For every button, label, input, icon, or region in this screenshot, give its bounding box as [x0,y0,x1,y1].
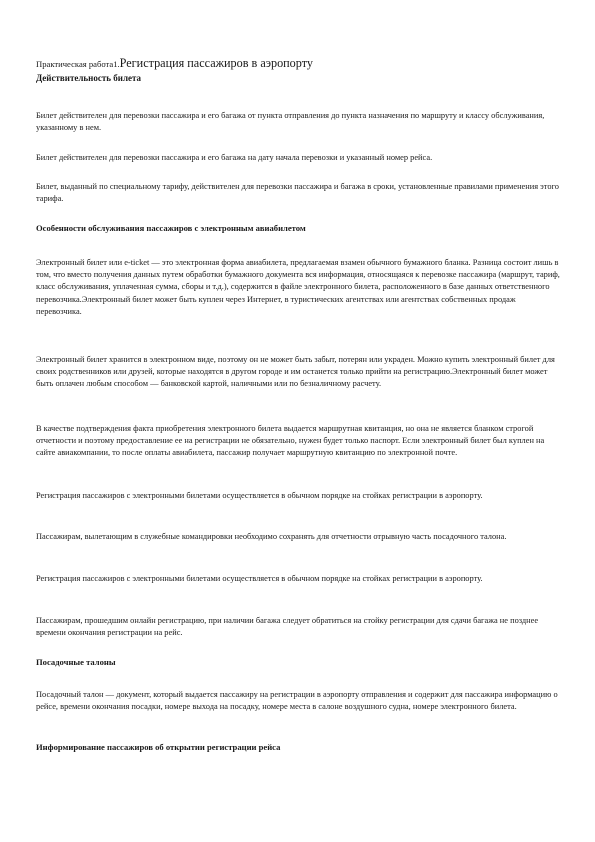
paragraph-validity-route: Билет действителен для перевозки пассажира и его багажа от пункта отправления до пункта назначения по маршруту и классу обслуживания, указанному в нем. [36,111,545,133]
paragraph-eticket-storage: Электронный билет хранится в электронном виде, поэтому он не может быть забыт, потерян или украден. Можно купить электронный билет для своих родственников или друзей, которые находятся в другом городе и им останется только прийти на регистрацию.Электронный билет может быть оплачен любым способом — банковской картой, наличными или по безналичному расчету. [36,355,555,389]
paragraph-business-travel: Пассажирам, вылетающим в служебные командировки необходимо сохранять для отчетности отрывную часть посадочного талона. [36,532,507,541]
heading-checkin-info: Информирование пассажиров об открытии регистрации рейса [36,742,281,752]
paragraph-boarding-pass: Посадочный талон — документ, который выдается пассажиру на регистрации в аэропорту отправления и содержит для пассажира информацию о рейсе, времени окончания посадки, номере выхода на посадку, номере места в салоне воздушного судна, номере электронного билета. [36,690,558,712]
paragraph-online-checkin: Пассажирам, прошедшим онлайн регистрацию, при наличии багажа следует обратиться на стойку регистрации для сдачи багажа не позднее времени окончания регистрации на рейс. [36,616,539,638]
paragraph-eticket-definition: Электронный билет или e-ticket — это электронная форма авиабилета, предлагаемая взамен обычного бумажного бланка. Разница состоит лишь в том, что вместо получения данных путем обработки бумажного документа вся информация, относящаяся к перевозке пассажира (маршрут, тариф, класс обслуживания, уплаченная сумма, сборы и т.д.), содержится в файле электронного билета, расположенного в базе данных ответственного перевозчика.Электронный билет может быть куплен через Интернет, в туристических агентствах или агентствах собственных продаж перевозчика. [36,258,560,316]
paragraph-eticket-receipt: В качестве подтверждения факта приобретения электронного билета выдается маршрутная квитанция, но она не является бланком строгой отчетности и поэтому предоставление ее на регистрации не обязательно, нужен будет только паспорт. Если электронный билет был куплен на сайте авиакомпании, то после оплаты авиабилета, пассажир получает маршрутную квитанцию по электронной почте. [36,424,545,458]
document-title [36,54,313,72]
paragraph-eticket-checkin-1: Регистрация пассажиров с электронными билетами осуществляется в обычном порядке на стойках регистрации в аэропорту. [36,491,483,500]
paragraph-eticket-checkin-2: Регистрация пассажиров с электронными билетами осуществляется в обычном порядке на стойках регистрации в аэропорту. [36,574,483,583]
heading-boarding-passes: Посадочные талоны [36,657,116,667]
paragraph-validity-tariff: Билет, выданный по специальному тарифу, действителен для перевозки пассажира и багажа в сроки, установленные правилами применения этого тарифа. [36,182,559,204]
section-subtitle: Действительность билета [36,73,142,83]
title-main: Регистрация пассажиров в аэропорту [119,56,313,70]
title-prefix: Практическая работа1. [36,59,120,69]
heading-eticket: Особенности обслуживания пассажиров с электронным авиабилетом [36,223,306,233]
paragraph-validity-date: Билет действителен для перевозки пассажира и его багажа на дату начала перевозки и указанный номер рейса. [36,153,433,162]
